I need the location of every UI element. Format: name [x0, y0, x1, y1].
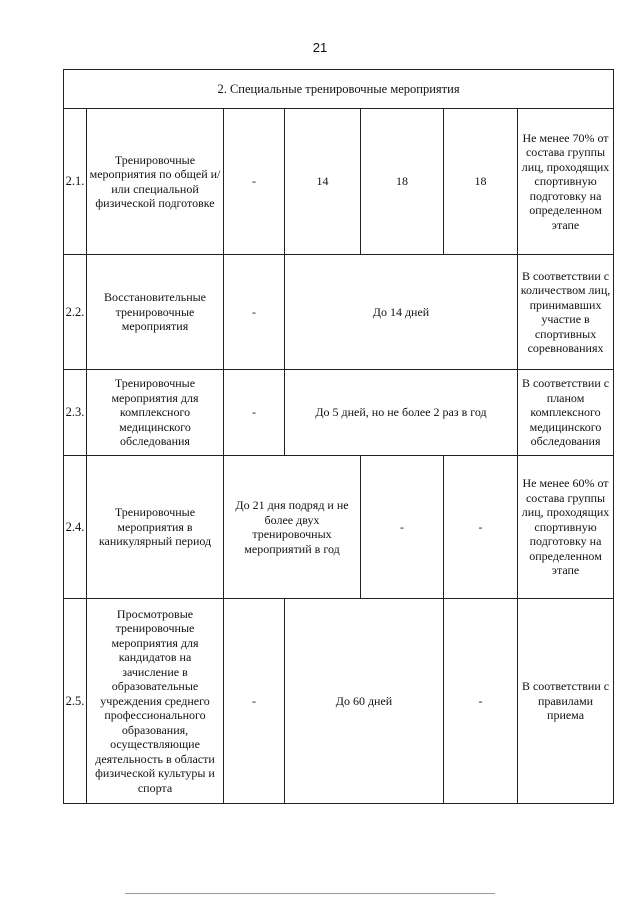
stage-value: - [444, 599, 518, 804]
stage-value: - [224, 255, 285, 370]
row-number: 2.2. [64, 255, 87, 370]
page-number: 21 [312, 40, 328, 55]
merged-duration: До 21 дня подряд и не более двух тренировочных мероприятий в год [224, 456, 361, 599]
participants-note: В соответствии с планом комплексного медицинского обследования [518, 370, 614, 456]
table-row [64, 109, 614, 255]
event-name: Тренировочные мероприятия по общей и/или специальной физической подготовке [87, 109, 224, 255]
stage-value: 18 [361, 109, 444, 255]
table-row [64, 456, 614, 599]
stage-value: - [224, 109, 285, 255]
stage-value: - [224, 370, 285, 456]
merged-duration: До 5 дней, но не более 2 раз в год [285, 370, 518, 456]
event-name: Тренировочные мероприятия для комплексного медицинского обследования [87, 370, 224, 456]
participants-note: В соответствии с правилами приема [518, 599, 614, 804]
stage-value: - [444, 456, 518, 599]
event-name: Просмотровые тренировочные мероприятия для кандидатов на зачисление в образовательные учреждения среднего профессионального образования, осуществляющие деятельность в области физической культуры и спорта [87, 599, 224, 804]
participants-note: Не менее 70% от состава группы лиц, проходящих спортивную подготовку на определенном этапе [518, 109, 614, 255]
merged-duration: До 14 дней [285, 255, 518, 370]
stage-value: - [224, 599, 285, 804]
row-number: 2.5. [64, 599, 87, 804]
row-number: 2.4. [64, 456, 87, 599]
section-title: 2. Специальные тренировочные мероприятия [64, 70, 614, 109]
stage-value: - [361, 456, 444, 599]
participants-note: В соответствии с количеством лиц, принимавших участие в спортивных соревнованиях [518, 255, 614, 370]
stage-value: 14 [285, 109, 361, 255]
event-name: Восстановительные тренировочные мероприятия [87, 255, 224, 370]
section-header-row [64, 70, 614, 109]
table-row [64, 255, 614, 370]
participants-note: Не менее 60% от состава группы лиц, проходящих спортивную подготовку на определенном этапе [518, 456, 614, 599]
stage-value: 18 [444, 109, 518, 255]
table-row [64, 370, 614, 456]
event-name: Тренировочные мероприятия в каникулярный период [87, 456, 224, 599]
page-bottom-divider [125, 893, 495, 894]
row-number: 2.3. [64, 370, 87, 456]
merged-duration: До 60 дней [285, 599, 444, 804]
training-events-table [63, 69, 614, 804]
table-row [64, 599, 614, 804]
row-number: 2.1. [64, 109, 87, 255]
